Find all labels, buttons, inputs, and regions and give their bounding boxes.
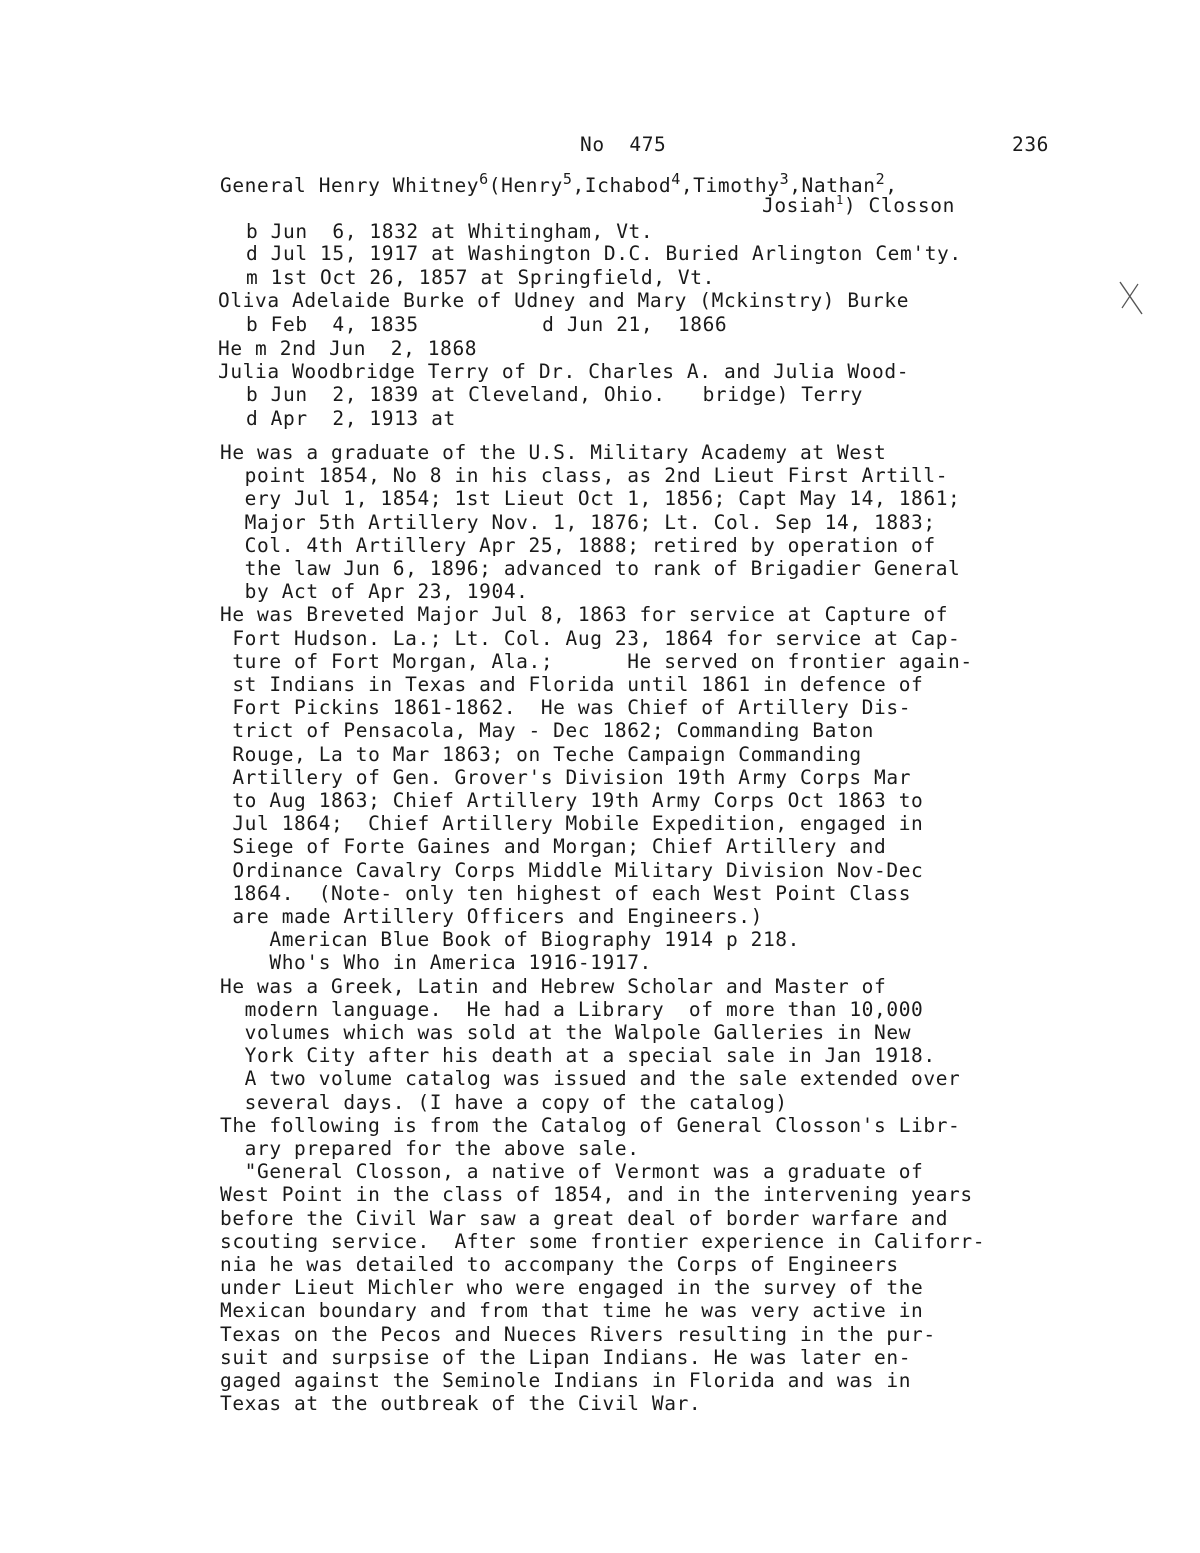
marriage-1-line: m 1st Oct 26, 1857 at Springfield, Vt.: [246, 266, 715, 289]
body-text-line: 1864. (Note- only ten highest of each West Point Class: [220, 882, 912, 905]
body-text-line: Col. 4th Artillery Apr 25, 1888; retired by operation of: [220, 534, 936, 557]
body-text-line: Fort Hudson. La.; Lt. Col. Aug 23, 1864 for service at Cap-: [220, 627, 961, 650]
body-text-line: ary prepared for the above sale.: [220, 1137, 640, 1160]
body-text-line: Fort Pickins 1861-1862. He was Chief of Artillery Dis-: [220, 696, 912, 719]
body-text-line: modern language. He had a Library of more than 10,000: [220, 998, 924, 1021]
body-text-line: Texas at the outbreak of the Civil War.: [220, 1392, 702, 1415]
body-text-line: several days. (I have a copy of the catalog): [220, 1091, 788, 1114]
body-text-line: ture of Fort Morgan, Ala.; He served on frontier again-: [220, 650, 973, 673]
body-text-line: point 1854, No 8 in his class, as 2nd Lieut First Artill-: [220, 464, 949, 487]
body-text-line: Mexican boundary and from that time he was very active in: [220, 1299, 924, 1322]
page-number: 236: [1012, 133, 1050, 156]
spouse-1-dates: b Feb 4, 1835 d Jun 21, 1866: [246, 313, 728, 336]
subject-name: General Henry Whitney: [220, 174, 480, 197]
body-text-line: The following is from the Catalog of General Closson's Libr-: [220, 1114, 961, 1137]
body-text-line: to Aug 1863; Chief Artillery 19th Army Corps Oct 1863 to: [220, 789, 924, 812]
ancestor-nathan: ,Nathan: [789, 174, 876, 197]
generation-3: 3: [779, 170, 790, 188]
ancestor-ichabod: ,Ichabod: [572, 174, 672, 197]
death-line: d Jul 15, 1917 at Washington D.C. Buried Arlington Cem'ty.: [246, 242, 962, 265]
generation-5: 5: [562, 170, 573, 188]
generation-4: 4: [671, 170, 681, 188]
body-text-line: before the Civil War saw a great deal of border warfare and: [220, 1207, 949, 1230]
ancestor-josiah: Josiah: [762, 194, 837, 217]
lineage-comma: ,: [885, 174, 898, 197]
birth-line: b Jun 6, 1832 at Whitingham, Vt.: [246, 220, 654, 243]
body-text-line: "General Closson, a native of Vermont was a graduate of: [220, 1160, 924, 1183]
spouse-1-name: Oliva Adelaide Burke of Udney and Mary (Mckinstry) Burke: [218, 289, 910, 312]
body-text-line: Artillery of Gen. Grover's Division 19th Army Corps Mar: [220, 766, 912, 789]
body-text-line: Texas on the Pecos and Nueces Rivers resulting in the pur-: [220, 1323, 936, 1346]
subject-name-line-2: Josiah$^1$) Closson: [762, 193, 955, 217]
body-text-line: Rouge, La to Mar 1863; on Teche Campaign Commanding: [220, 743, 862, 766]
body-text-line: Jul 1864; Chief Artillery Mobile Expedition, engaged in: [220, 812, 924, 835]
body-text-line: Who's Who in America 1916-1917.: [220, 951, 652, 974]
spouse-2-death: d Apr 2, 1913 at: [246, 407, 456, 430]
generation-6: 6: [479, 170, 489, 188]
body-text-line: trict of Pensacola, May - Dec 1862; Commanding Baton: [220, 719, 875, 742]
body-text-line: York City after his death at a special sale in Jan 1918.: [220, 1044, 936, 1067]
body-text-line: He was a Greek, Latin and Hebrew Scholar and Master of: [220, 975, 887, 998]
body-text-line: st Indians in Texas and Florida until 1861 in defence of: [220, 673, 924, 696]
surname: ) Closson: [843, 194, 955, 217]
spouse-2-name: Julia Woodbridge Terry of Dr. Charles A. and Julia Wood-: [218, 360, 910, 383]
ancestor-henry: (Henry: [488, 174, 563, 197]
body-text-line: under Lieut Michler who were engaged in the survey of the: [220, 1276, 924, 1299]
spouse-2-birth: b Jun 2, 1839 at Cleveland, Ohio. bridge) Terry: [246, 383, 863, 406]
body-text-line: He was Breveted Major Jul 8, 1863 for service at Capture of: [220, 603, 949, 626]
body-text-line: nia he was detailed to accompany the Corps of Engineers: [220, 1253, 899, 1276]
record-number: No 475: [580, 133, 667, 156]
ancestor-timothy: ,Timothy: [680, 174, 780, 197]
body-text-line: scouting service. After some frontier experience in Califorr-: [220, 1230, 986, 1253]
body-text-line: suit and surpsise of the Lipan Indians. He was later en-: [220, 1346, 912, 1369]
body-text-line: Siege of Forte Gaines and Morgan; Chief Artillery and: [220, 835, 887, 858]
body-text-line: by Act of Apr 23, 1904.: [220, 580, 529, 603]
body-text-line: A two volume catalog was issued and the sale extended over: [220, 1067, 961, 1090]
body-text-line: are made Artillery Officers and Engineers.): [220, 905, 763, 928]
body-text-line: ery Jul 1, 1854; 1st Lieut Oct 1, 1856; Capt May 14, 1861;: [220, 487, 961, 510]
marriage-2-line: He m 2nd Jun 2, 1868: [218, 337, 478, 360]
body-text-line: Ordinance Cavalry Corps Middle Military Division Nov-Dec: [220, 859, 924, 882]
generation-2: 2: [875, 170, 886, 188]
body-text-line: He was a graduate of the U.S. Military Academy at West: [220, 441, 887, 464]
margin-x-mark: [1116, 278, 1146, 318]
body-text-line: Major 5th Artillery Nov. 1, 1876; Lt. Col. Sep 14, 1883;: [220, 511, 936, 534]
body-text-line: American Blue Book of Biography 1914 p 218.: [220, 928, 800, 951]
body-text-line: gaged against the Seminole Indians in Florida and was in: [220, 1369, 912, 1392]
body-text-line: volumes which was sold at the Walpole Galleries in New: [220, 1021, 912, 1044]
body-text-line: the law Jun 6, 1896; advanced to rank of Brigadier General: [220, 557, 961, 580]
body-text-line: West Point in the class of 1854, and in the intervening years: [220, 1183, 973, 1206]
